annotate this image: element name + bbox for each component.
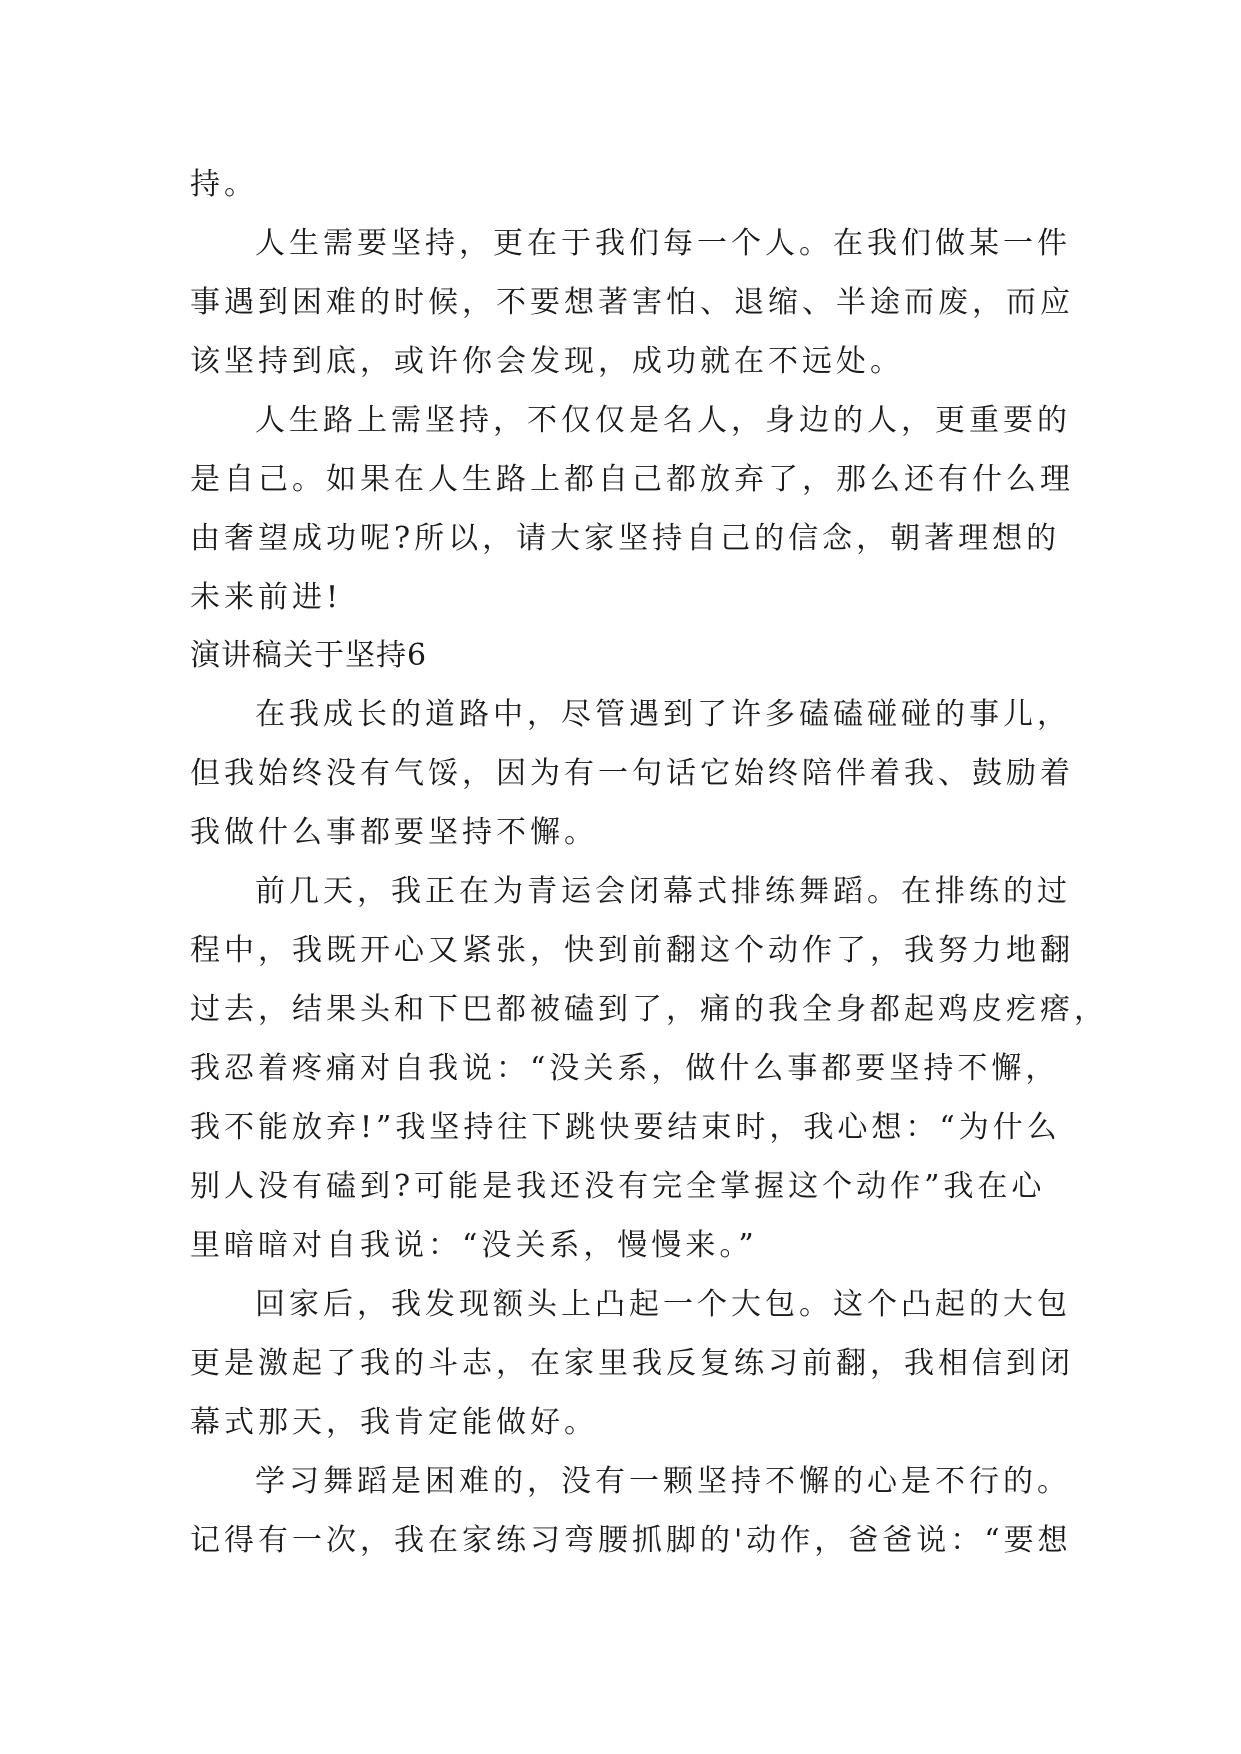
section-heading: 演讲稿关于坚持6 <box>190 638 428 673</box>
text-line: 别人没有磕到?可能是我还没有完全掌握这个动作”我在心 <box>190 1169 1046 1204</box>
paragraph-start-line: 人生路上需坚持，不仅仅是名人，身边的人，更重要的 <box>255 403 1071 438</box>
text-line: 过去，结果头和下巴都被磕到了，痛的我全身都起鸡皮疙瘩， <box>190 992 1108 1027</box>
text-line: 我不能放弃!”我坚持往下跳快要结束时，我心想：“为什么 <box>190 1110 1061 1145</box>
text-line: 更是激起了我的斗志，在家里我反复练习前翻，我相信到闭 <box>190 1346 1074 1381</box>
text-line: 幕式那天，我肯定能做好。 <box>190 1405 598 1440</box>
paragraph-start-line: 前几天，我正在为青运会闭幕式排练舞蹈。在排练的过 <box>255 874 1071 909</box>
text-line: 由奢望成功呢?所以，请大家坚持自己的信念，朝著理想的 <box>190 521 1061 556</box>
text-line: 我做什么事都要坚持不懈。 <box>190 815 598 850</box>
text-line: 事遇到困难的时候，不要想著害怕、退缩、半途而废，而应 <box>190 285 1074 320</box>
text-line: 程中，我既开心又紧张，快到前翻这个动作了，我努力地翻 <box>190 933 1074 968</box>
text-line: 未来前进! <box>190 580 343 615</box>
text-line: 里暗暗对自我说：“没关系，慢慢来。” <box>190 1228 758 1263</box>
text-line: 但我始终没有气馁，因为有一句话它始终陪伴着我、鼓励着 <box>190 756 1074 791</box>
paragraph-start-line: 人生需要坚持，更在于我们每一个人。在我们做某一件 <box>255 226 1071 261</box>
paragraph-start-line: 回家后，我发现额头上凸起一个大包。这个凸起的大包 <box>255 1287 1071 1322</box>
text-line: 是自己。如果在人生路上都自己都放弃了，那么还有什么理 <box>190 462 1074 497</box>
text-line: 该坚持到底，或许你会发现，成功就在不远处。 <box>190 344 904 379</box>
paragraph-start-line: 在我成长的道路中，尽管遇到了许多磕磕碰碰的事儿， <box>255 697 1071 732</box>
text-line: 我忍着疼痛对自我说：“没关系，做什么事都要坚持不懈， <box>190 1051 1060 1086</box>
text-line: 持。 <box>190 167 258 202</box>
text-line: 记得有一次，我在家练习弯腰抓脚的'动作，爸爸说：“要想 <box>190 1523 1072 1558</box>
paragraph-start-line: 学习舞蹈是困难的，没有一颗坚持不懈的心是不行的。 <box>255 1464 1071 1499</box>
